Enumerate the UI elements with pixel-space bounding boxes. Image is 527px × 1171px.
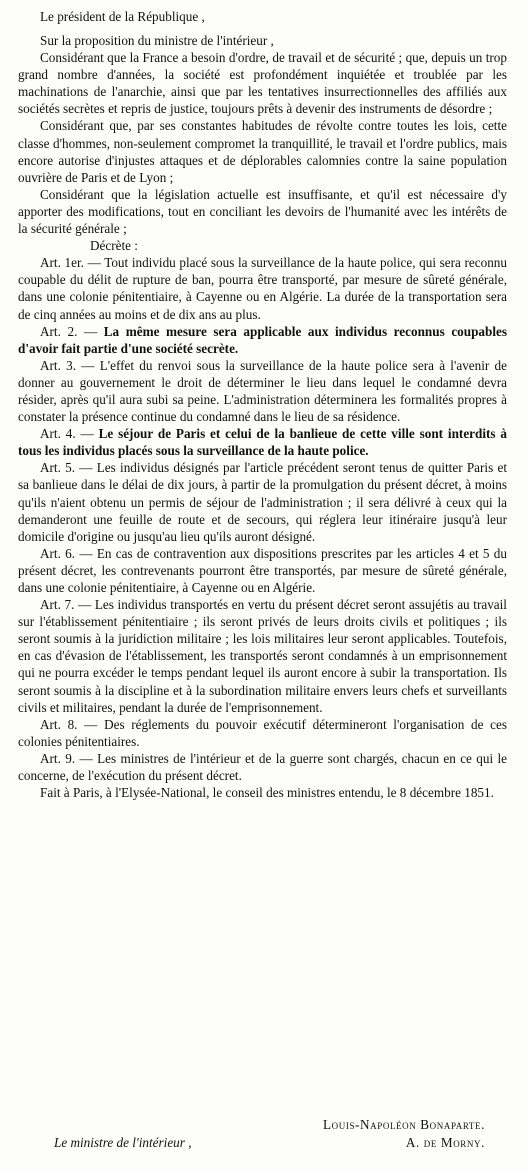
article-4-label: Art. 4. — xyxy=(40,426,94,442)
article-3-label: Art. 3. — xyxy=(40,357,95,373)
considering-paragraph-3: Considérant que la législation actuelle est insuffisante, et qu'il est nécessaire d'y apporter des modifications, tout en conciliant les devoirs de l'humanité avec les intérêts de la sécurité générale ; xyxy=(18,186,507,237)
article-9-text: Les ministres de l'intérieur et de la guerre sont chargés, chacun en ce qui le concerne, de l'exécution du présent décret. xyxy=(18,750,508,784)
article-2-text: La même mesure sera applicable aux individus reconnus coupables d'avoir fait partie d'une société secrète. xyxy=(18,323,508,356)
closing-paragraph: Fait à Paris, à l'Elysée-National, le conseil des ministres entendu, le 8 décembre 1851. xyxy=(40,785,494,801)
article-8-label: Art. 8. — xyxy=(40,716,98,732)
countersign-title: Le ministre de l'intérieur , xyxy=(54,1135,192,1150)
article-8 xyxy=(18,716,507,750)
considering-paragraph-2: Considérant que, par ses constantes habitudes de révolte contre toutes les lois, cette classe d'hommes, non-seulement compromet la tranquillité, le travail et l'ordre publics, mais encore autorise d'injustes attaques et de déplorables calomnies contre la saine population ouvrière de Paris et de Lyon ; xyxy=(18,118,507,185)
article-5-label: Art. 5. — xyxy=(40,460,93,476)
proposal-paragraph: Sur la proposition du ministre de l'intérieur , xyxy=(40,33,274,48)
article-4-text: Le séjour de Paris et celui de la banlieue de cette ville sont interdits à tous les individus placés sous la surveillance de la haute police. xyxy=(18,426,507,459)
article-7-text: Les individus transportés en vertu du présent décret seront assujétis au travail sur l'établissement pénitentiaire ; ils seront privés de leurs droits civils et politiques ; ils seront soumis à la juridiction militaire ; les lois militaires leur seront applicables. Toutefois, en cas d'évasion de l'établissement, les transportés seront condamnés à un emprisonnement qui ne pourra excéder le temps pendant lequel ils auront encore à subir la transportation. Ils seront soumis à la discipline et à la subordination militaire envers leurs chefs et surveillants civils et militaires, pendant la durée de l'emprisonnement. xyxy=(18,597,507,715)
article-7-label: Art. 7. — xyxy=(40,597,92,613)
decree-body xyxy=(18,32,507,801)
article-5-text: Les individus désignés par l'article précédent seront tenus de quitter Paris et sa banlieue dans le délai de dix jours, à partir de la promulgation du présent décret, à moins qu'ils n'aient obtenu un permis de séjour de l'administration ; il sera délivré à ceux qui la demanderont une feuille de route et de secours, qui réglera leur itinéraire jusqu'à leur domicile d'origine ou jusqu'au lieu qu'ils auront désigné. xyxy=(18,460,507,544)
article-9 xyxy=(18,750,507,784)
article-7 xyxy=(18,596,507,716)
article-4 xyxy=(18,425,507,459)
article-6 xyxy=(18,545,507,596)
signature-block xyxy=(18,1116,507,1152)
president-signature: Louis-Napoléon Bonaparte. xyxy=(323,1117,485,1132)
article-1-text: Tout individu placé sous la surveillance de la haute police, qui sera reconnu coupable du délit de rupture de ban, pourra être transporté, par mesure de sûreté générale, dans une colonie pénitentiaire, à Cayenne ou en Algérie. La durée de la transportation sera de cinq années au moins et de dix ans au plus. xyxy=(18,255,507,322)
decree-word: Décrète : xyxy=(90,238,138,254)
article-2-label: Art. 2. — xyxy=(40,323,98,339)
article-9-label: Art. 9. — xyxy=(40,750,93,766)
countersign-name: A. de Morny. xyxy=(405,1135,485,1150)
opening-line: Le président de la République , xyxy=(40,9,205,24)
article-3-text: L'effet du renvoi sous la surveillance de la haute police sera à l'avenir de donner au gouvernement le droit de déterminer le lieu dans lequel le condamné devra résider, après qu'il aura subi sa peine. L'administration déterminera les formalités propres à constater la présence continue du condamné dans le lieu de sa résidence. xyxy=(18,357,507,425)
article-5 xyxy=(18,459,507,544)
article-2 xyxy=(18,323,507,357)
article-1-label: Art. 1er. — xyxy=(40,255,101,271)
article-3 xyxy=(18,357,507,425)
article-6-label: Art. 6. — xyxy=(40,545,93,561)
article-6-text: En cas de contravention aux dispositions prescrites par les articles 4 et 5 du présent décret, les contrevenants pourront être transportés, par mesure de sûreté générale, dans une colonie pénitentiaire, à Cayenne ou en Algérie. xyxy=(18,545,507,595)
article-1 xyxy=(18,254,507,322)
article-8-text: Des réglements du pouvoir exécutif détermineront l'organisation de ces colonies pénitentiaires. xyxy=(18,716,507,749)
considering-paragraph-1: Considérant que la France a besoin d'ordre, de travail et de sécurité ; que, depuis un trop grand nombre d'années, la société est profondément inquiétée et troublée par les machinations de l'anarchie, ainsi que par les tentatives insurrectionnelles des affiliés aux sociétés secrètes et repris de justice, toujours prêts à devenir des instruments de désordre ; xyxy=(18,50,507,117)
